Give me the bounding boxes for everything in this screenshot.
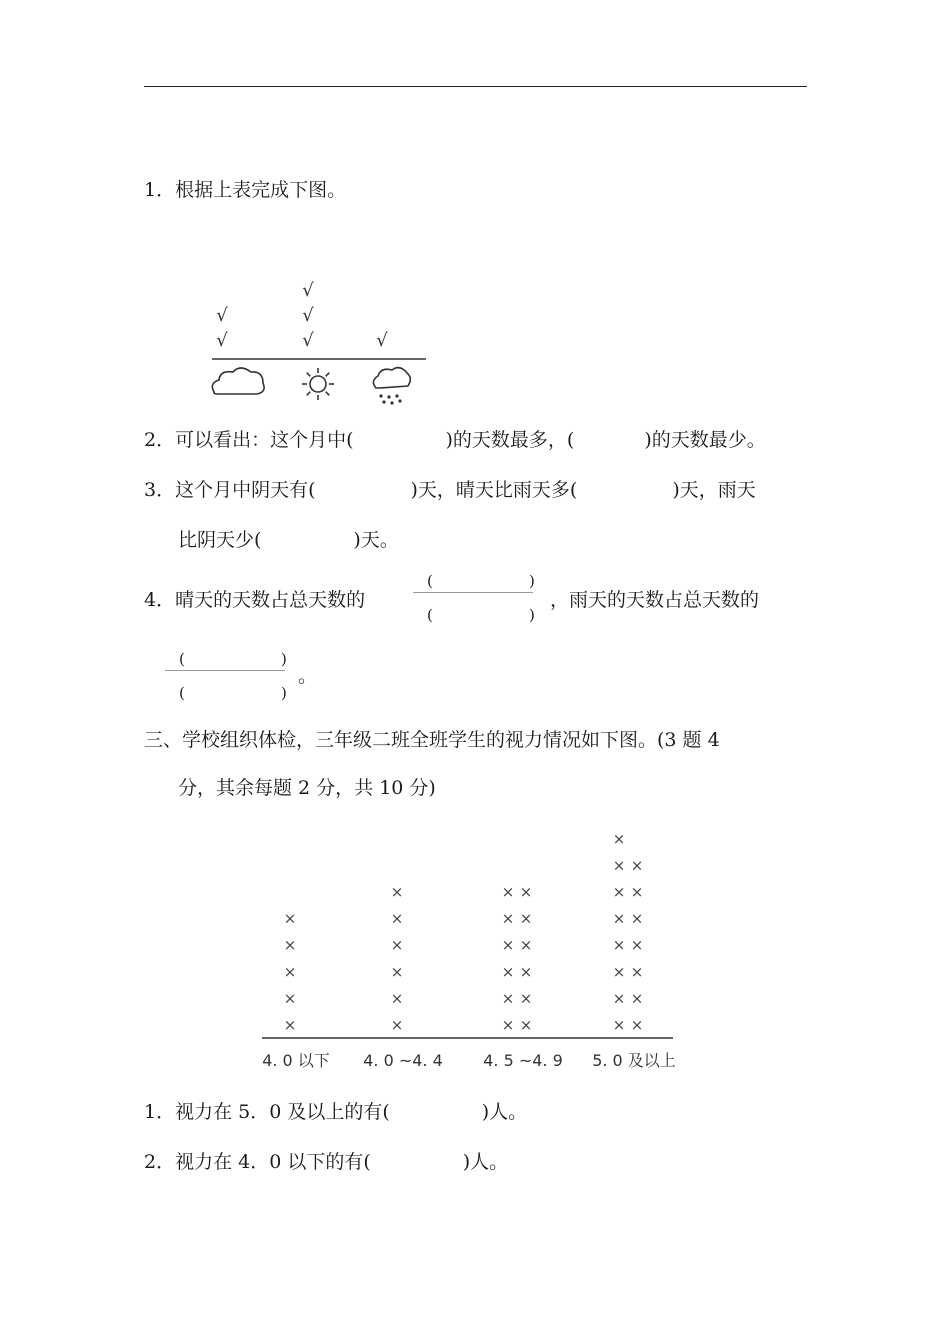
x-mark: × <box>630 989 644 1008</box>
x-mark: × <box>612 962 626 981</box>
check-mark: √ <box>216 330 228 351</box>
x-mark: × <box>612 856 626 875</box>
question-4-prefix: 4．晴天的天数占总天数的 <box>144 589 366 611</box>
x-mark: × <box>519 962 533 981</box>
x-mark: × <box>283 962 297 981</box>
x-mark: × <box>283 1016 297 1034</box>
category-label: 5. 0 及以上 <box>592 1051 676 1070</box>
x-mark: × <box>501 909 515 928</box>
x-mark: × <box>501 989 515 1008</box>
category-label: 4. 0 ~4. 4 <box>363 1051 443 1070</box>
x-mark: × <box>630 856 644 875</box>
section-3-heading-cont: 分，其余每题 2 分，共 10 分) <box>178 777 436 799</box>
category-label: 4. 5 ~4. 9 <box>483 1051 563 1070</box>
cloudy-icon <box>212 368 264 394</box>
check-mark: √ <box>302 305 314 326</box>
check-mark: √ <box>376 330 388 351</box>
x-mark: × <box>519 909 533 928</box>
x-mark: × <box>390 962 404 981</box>
x-mark: × <box>390 883 404 901</box>
x-mark: × <box>612 909 626 928</box>
x-mark: × <box>612 1016 626 1034</box>
check-mark: √ <box>302 280 314 301</box>
sun-ray <box>326 392 330 396</box>
x-mark: × <box>390 909 404 928</box>
x-mark: × <box>630 1016 644 1034</box>
x-mark: × <box>519 1016 533 1034</box>
section-3-question-1: 1．视力在 5．0 及以上的有( )人。 <box>144 1101 528 1123</box>
question-4-middle: ，雨天的天数占总天数的 <box>550 589 760 611</box>
x-mark: × <box>612 829 626 848</box>
sunny-icon <box>302 368 334 400</box>
sun-ray <box>307 392 311 396</box>
category-label: 4. 0 以下 <box>262 1051 330 1070</box>
x-mark: × <box>283 989 297 1008</box>
x-mark: × <box>501 1016 515 1034</box>
x-mark: × <box>612 936 626 955</box>
question-3-line-1: 3．这个月中阴天有( )天，晴天比雨天多( )天，雨天 <box>144 479 756 501</box>
question-3-line-2: 比阴天少( )天。 <box>178 529 399 551</box>
x-mark: × <box>390 989 404 1008</box>
section-3-question-2: 2．视力在 4．0 以下的有( )人。 <box>144 1151 509 1173</box>
x-mark: × <box>519 936 533 955</box>
x-mark: × <box>630 909 644 928</box>
x-mark: × <box>630 883 644 901</box>
x-mark: × <box>283 936 297 955</box>
x-mark: × <box>501 962 515 981</box>
rainy-icon <box>373 368 410 405</box>
header-rule <box>144 86 807 87</box>
question-1-text: 1．根据上表完成下图。 <box>144 179 347 201</box>
x-mark: × <box>630 962 644 981</box>
x-mark: × <box>390 936 404 955</box>
x-mark: × <box>283 909 297 928</box>
x-mark: × <box>519 883 533 901</box>
check-mark: √ <box>216 305 228 326</box>
x-mark: × <box>501 883 515 901</box>
x-mark: × <box>630 936 644 955</box>
x-mark: × <box>501 936 515 955</box>
sun-ray <box>307 373 311 377</box>
x-mark: × <box>612 883 626 901</box>
section-3-heading: 三、学校组织体检，三年级二班全班学生的视力情况如下图。(3 题 4 <box>144 729 720 751</box>
check-mark: √ <box>302 330 314 351</box>
question-4-suffix: 。 <box>298 665 318 687</box>
sun-ray <box>326 373 330 377</box>
question-2: 2．可以看出：这个月中( )的天数最多，( )的天数最少。 <box>144 429 766 451</box>
x-mark: × <box>519 989 533 1008</box>
x-mark: × <box>612 989 626 1008</box>
x-mark: × <box>390 1016 404 1034</box>
